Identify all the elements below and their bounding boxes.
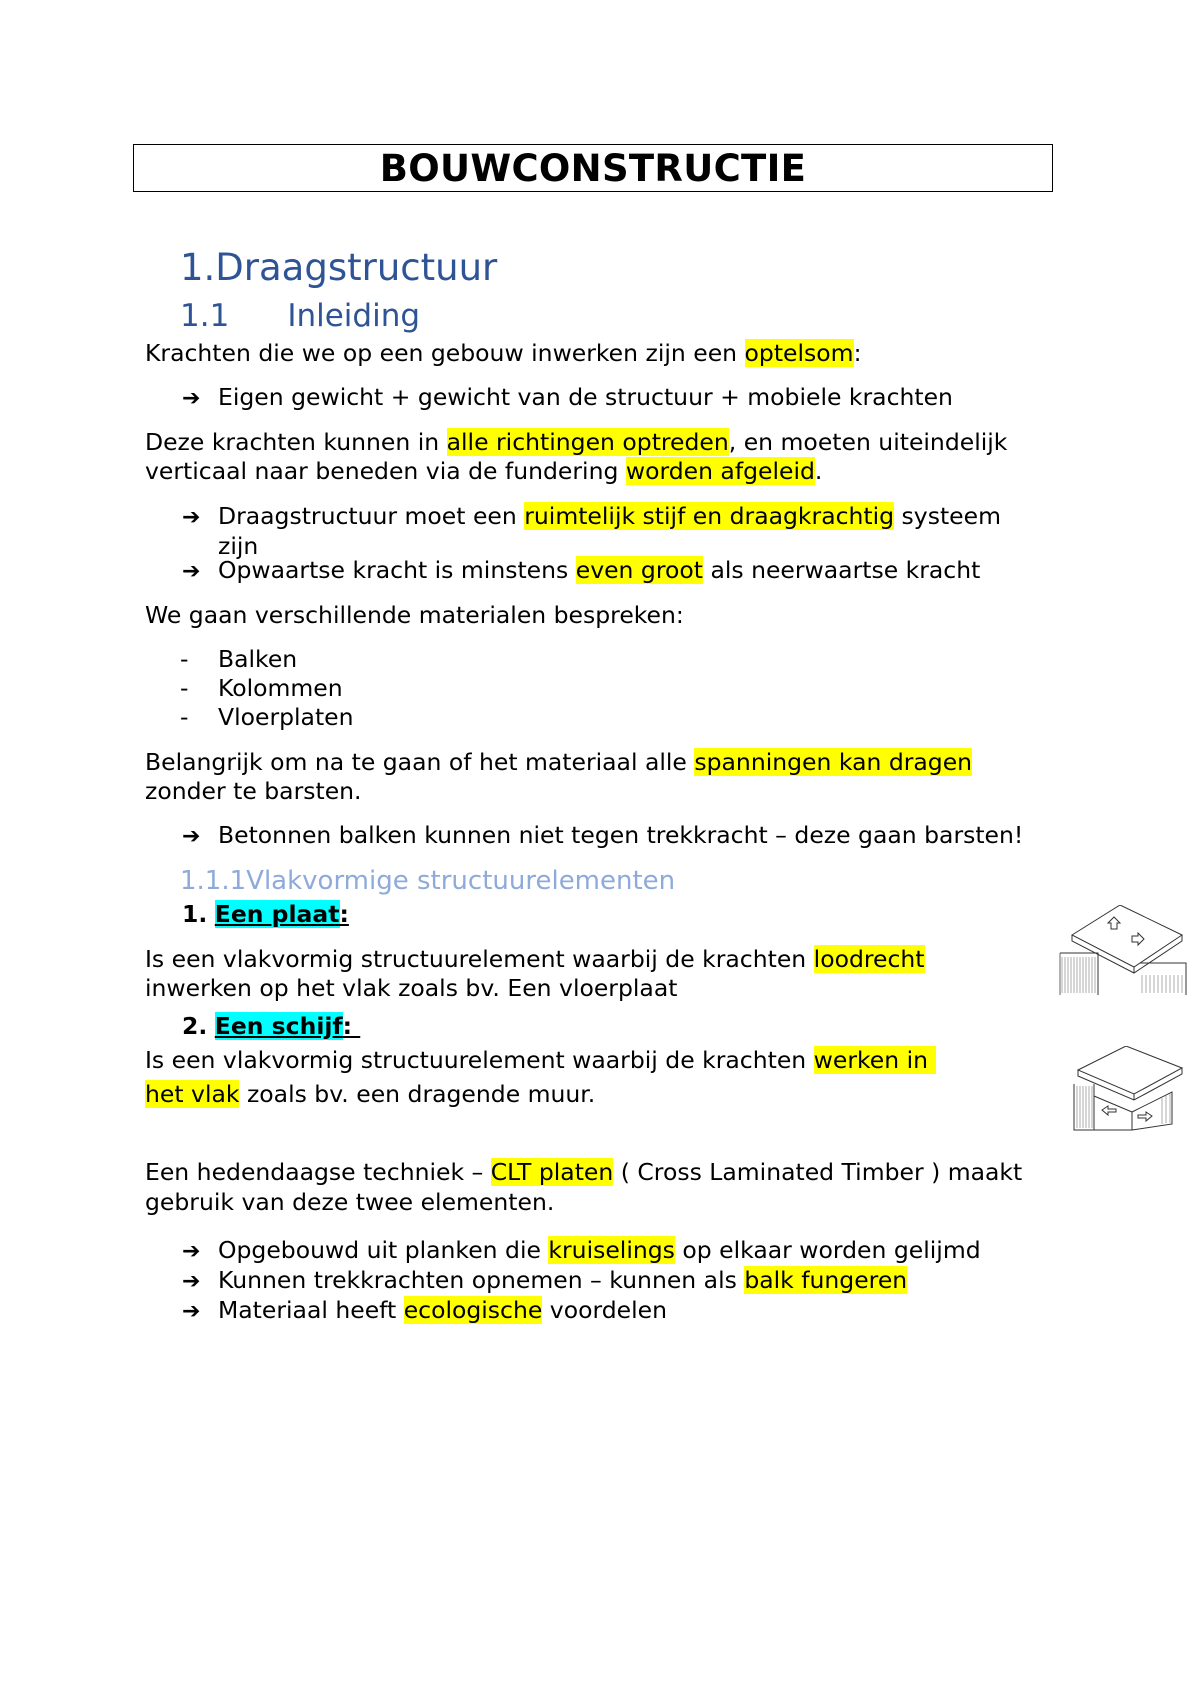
para-text: Een hedendaagse techniek – — [145, 1158, 491, 1186]
bullet-text: als neerwaartse kracht — [702, 556, 981, 584]
highlight-optelsom: optelsom — [744, 339, 854, 367]
intro-colon: : — [853, 339, 862, 367]
heading-inleiding — [180, 298, 420, 334]
para-text: . — [814, 457, 823, 485]
arrow-icon: ➔ — [182, 1239, 201, 1264]
para-text: Deze krachten kunnen in — [145, 428, 447, 456]
bullet-text: Opgebouwd uit planken die — [218, 1236, 549, 1264]
arrow-icon: ➔ — [182, 505, 201, 530]
label-een-schijf: Een schijf — [214, 1012, 343, 1040]
bullet-ecologisch — [182, 1296, 981, 1326]
bullet-text: Opwaartse kracht is minstens — [218, 556, 576, 584]
plaat-description — [145, 945, 925, 1003]
label-een-plaat: Een plaat — [214, 900, 340, 928]
para-text: ( Cross Laminated Timber ) maakt — [613, 1158, 1023, 1186]
highlight-werken-in: werken in — [813, 1046, 936, 1074]
list-item: - Kolommen — [180, 674, 343, 702]
item-een-schijf — [182, 1012, 360, 1041]
bullet-draagstructuur — [182, 502, 1001, 561]
heading-text: Inleiding — [287, 298, 421, 334]
paragraph-spanningen — [145, 748, 972, 806]
item-number: 1. — [182, 900, 208, 928]
heading-number: 1.1 — [180, 298, 230, 334]
intro-text: Krachten die we op een gebouw inwerken zijn een — [145, 339, 745, 367]
item-een-plaat — [182, 900, 349, 929]
highlight-loodrecht: loodrecht — [813, 945, 925, 973]
bullet-text: Betonnen balken kunnen niet tegen trekkracht – deze gaan barsten! — [218, 821, 1024, 849]
arrow-icon: ➔ — [182, 559, 201, 584]
paragraph-krachten — [145, 428, 1007, 486]
highlight-spanningen: spanningen kan dragen — [694, 748, 973, 776]
arrow-icon: ➔ — [182, 386, 201, 411]
list-item: - Balken — [180, 645, 298, 673]
list-item: - Vloerplaten — [180, 703, 354, 731]
material-vloerplaten: Vloerplaten — [218, 703, 354, 731]
para-text: inwerken op het vlak zoals bv. Een vloerplaat — [145, 974, 678, 1002]
para-text: Is een vlakvormig structuurelement waarbij de krachten — [145, 1046, 814, 1074]
para-text: zonder te barsten. — [145, 777, 362, 805]
schijf-description — [145, 1046, 936, 1109]
highlight-clt-platen: CLT platen — [490, 1158, 614, 1186]
bullet-text: op elkaar worden gelijmd — [674, 1236, 981, 1264]
bullet-eigen-gewicht — [182, 383, 953, 413]
para-text: zoals bv. een dragende muur. — [239, 1080, 596, 1108]
paragraph-clt — [145, 1158, 1022, 1217]
material-kolommen: Kolommen — [218, 674, 343, 702]
highlight-even-groot: even groot — [575, 556, 703, 584]
document-title-box — [133, 144, 1053, 192]
highlight-ruimtelijk-stijf: ruimtelijk stijf en draagkrachtig — [524, 502, 895, 530]
para-text: gebruik van deze twee elementen. — [145, 1188, 555, 1216]
item-number: 2. — [182, 1012, 208, 1040]
label-colon: : — [339, 900, 349, 928]
materials-list — [180, 645, 354, 732]
highlight-het-vlak: het vlak — [145, 1080, 240, 1108]
label-colon: : — [342, 1012, 361, 1040]
bullet-trekkrachten — [182, 1266, 981, 1296]
bullet-opgebouwd — [182, 1236, 981, 1266]
para-text: Is een vlakvormig structuurelement waarbij de krachten — [145, 945, 814, 973]
shear-wall-illustration — [1072, 1046, 1187, 1131]
plate-illustration — [1058, 905, 1188, 995]
material-balken: Balken — [218, 645, 298, 673]
highlight-balk-fungeren: balk fungeren — [744, 1266, 908, 1294]
document-title: BOUWCONSTRUCTIE — [379, 146, 807, 190]
para-text: Belangrijk om na te gaan of het materiaal alle — [145, 748, 695, 776]
heading-vlakvormige: 1.1.1Vlakvormige structuurelementen — [180, 866, 676, 896]
bullet-betonnen-balken — [182, 821, 1023, 851]
bullet-text: systeem — [894, 502, 1001, 530]
bullet-text: Draagstructuur moet een — [218, 502, 525, 530]
bullet-list-clt — [182, 1236, 981, 1326]
bullet-text: Kunnen trekkrachten opnemen – kunnen als — [218, 1266, 745, 1294]
heading-draagstructuur: 1.Draagstructuur — [180, 246, 498, 289]
bullet-text: voordelen — [542, 1296, 667, 1324]
bullet-text: Materiaal heeft — [218, 1296, 404, 1324]
intro-paragraph — [145, 339, 861, 368]
highlight-kruiselings: kruiselings — [548, 1236, 675, 1264]
bullet-continuation: zijn — [218, 532, 259, 560]
arrow-icon: ➔ — [182, 1269, 201, 1294]
highlight-alle-richtingen: alle richtingen optreden — [446, 428, 729, 456]
highlight-ecologische: ecologische — [403, 1296, 543, 1324]
para-text: , en moeten uiteindelijk — [728, 428, 1008, 456]
arrow-icon: ➔ — [182, 1299, 201, 1324]
arrow-icon: ➔ — [182, 824, 201, 849]
bullet-opwaartse-kracht — [182, 556, 980, 586]
bullet-text: Eigen gewicht + gewicht van de structuur + mobiele krachten — [218, 383, 953, 411]
materials-intro: We gaan verschillende materialen bespreken: — [145, 601, 684, 629]
highlight-worden-afgeleid: worden afgeleid — [625, 457, 815, 485]
para-text: verticaal naar beneden via de fundering — [145, 457, 626, 485]
